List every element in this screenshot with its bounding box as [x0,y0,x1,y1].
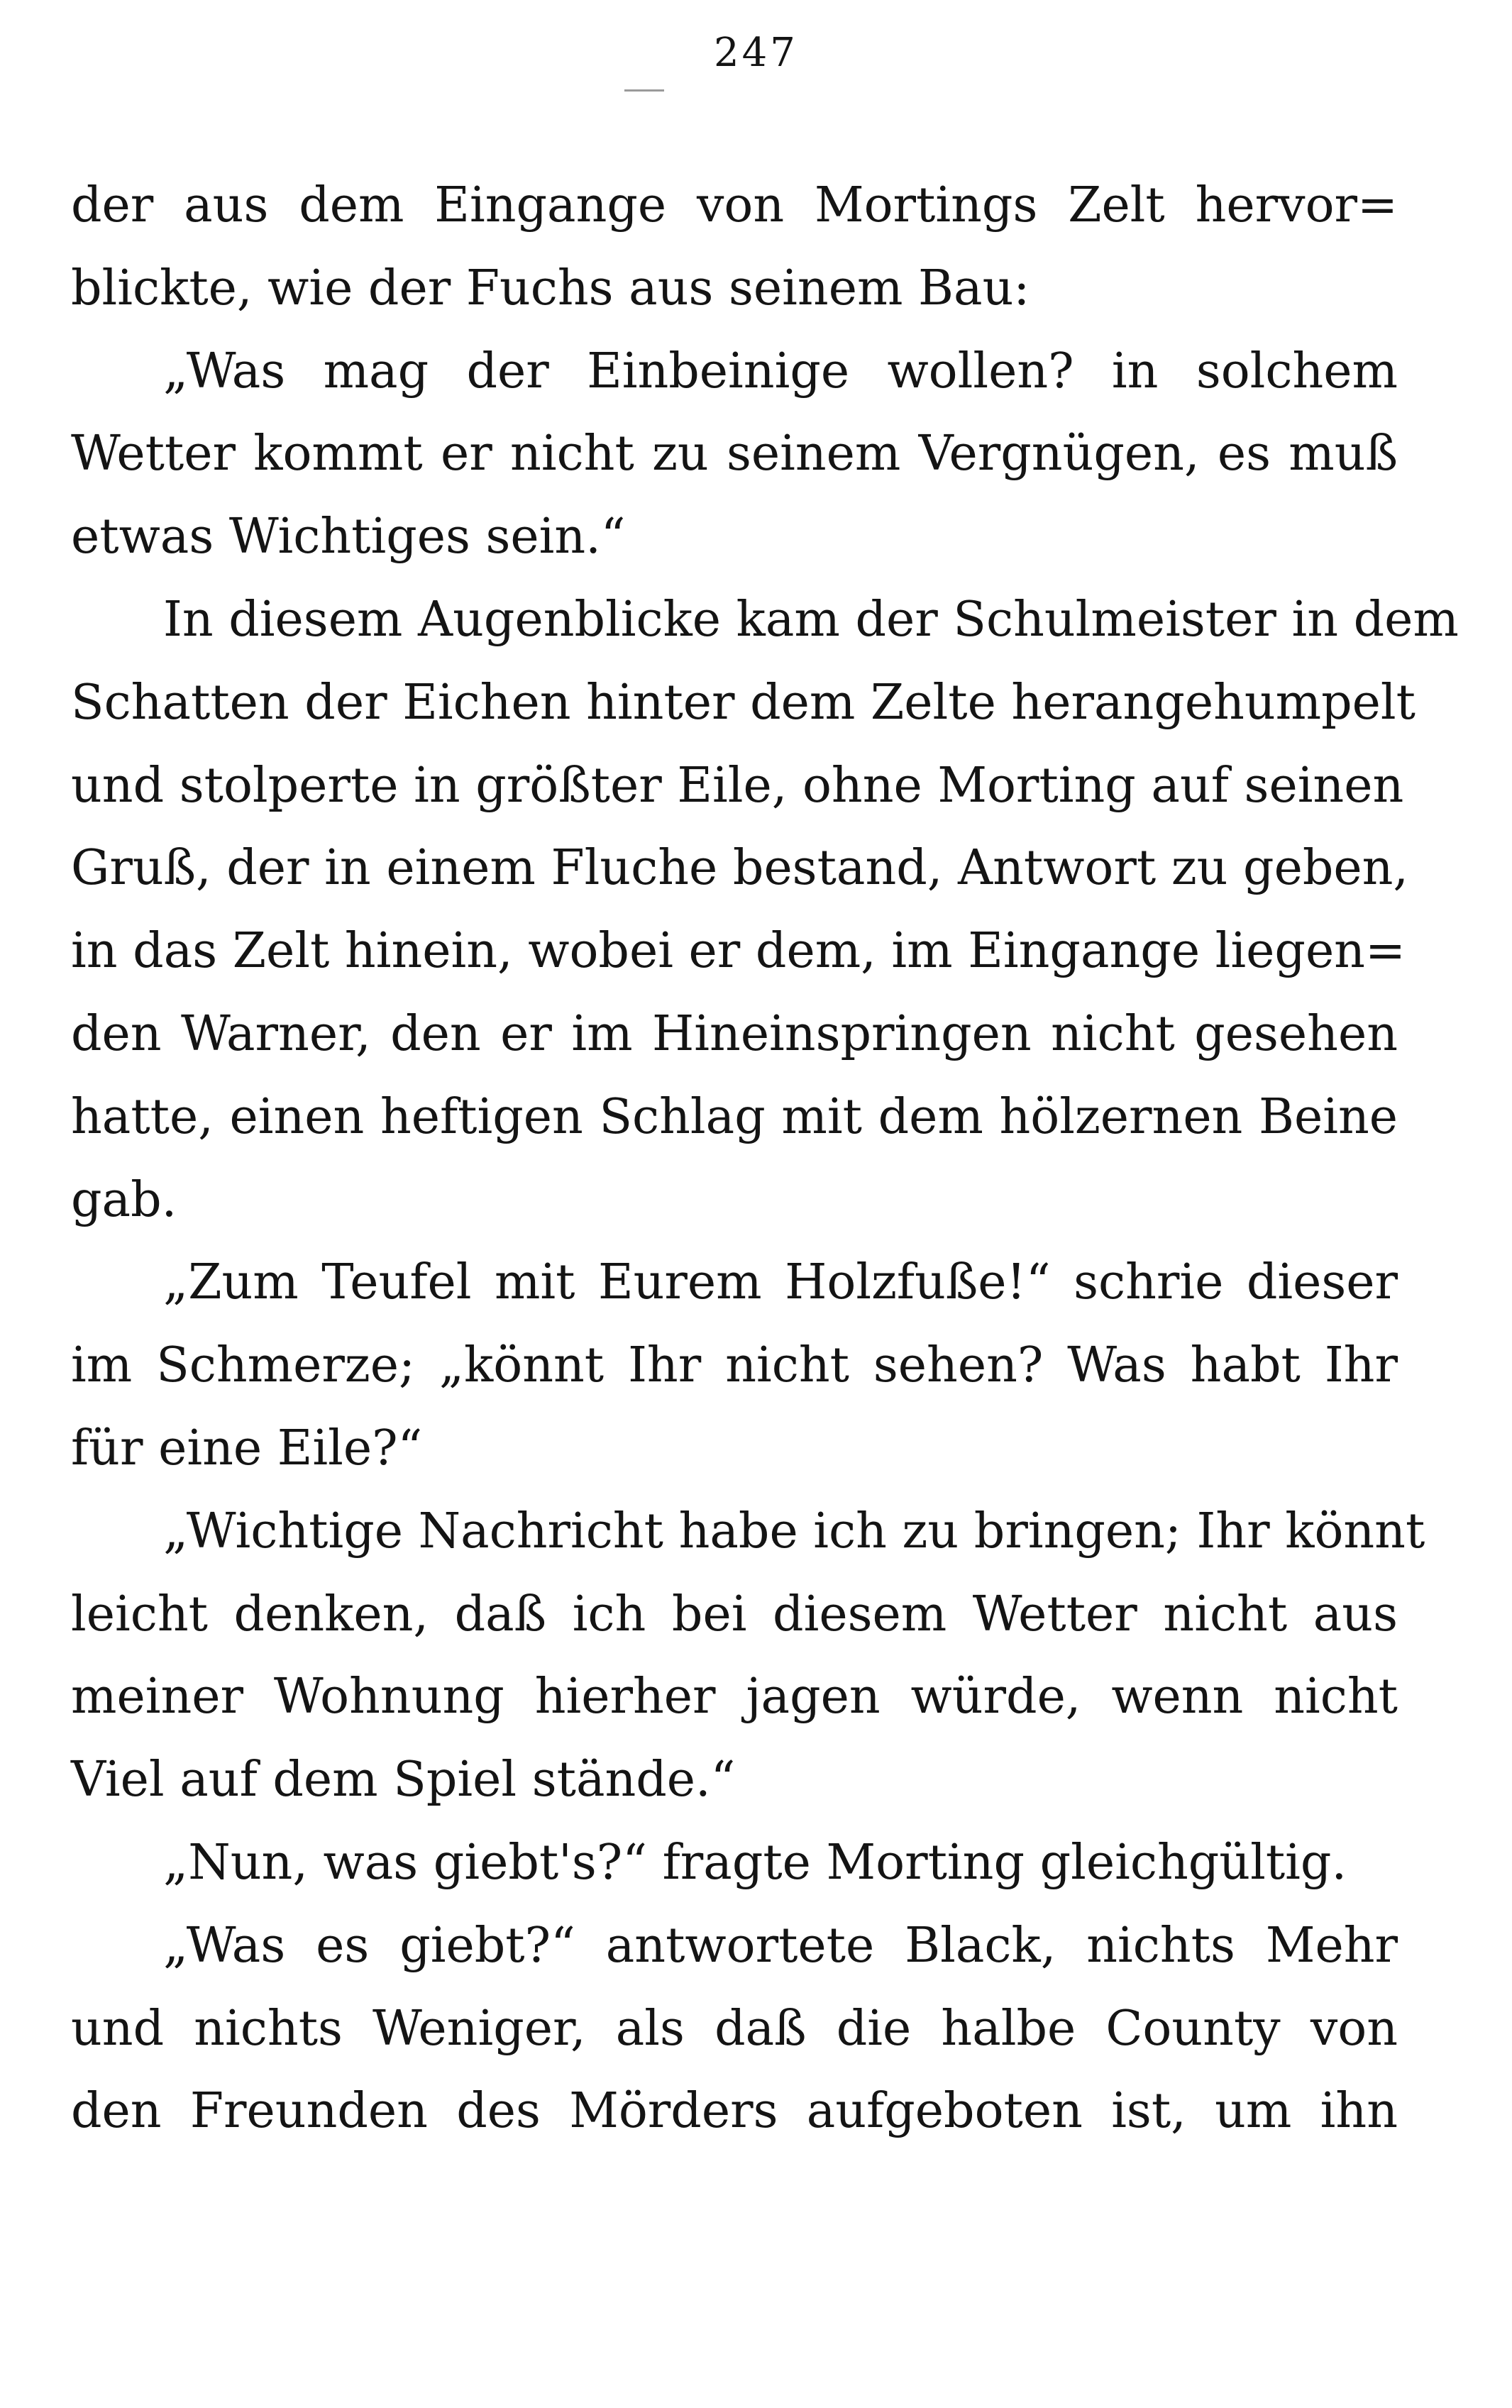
text-line: und stolperte in größter Eile, ohne Morting auf seinen [71,757,1404,814]
text-line: Gruß, der in einem Fluche bestand, Antwort zu geben, [71,840,1409,897]
text-line: im Schmerze; „könnt Ihr nicht sehen? Was habt Ihr [71,1337,1398,1394]
text-line: „Nun, was giebt's?“ fragte Morting gleichgültig. [163,1834,1347,1891]
text-line: hatte, einen heftigen Schlag mit dem hölzernen Beine [71,1088,1398,1145]
text-line: für eine Eile?“ [71,1420,423,1476]
text-line: Schatten der Eichen hinter dem Zelte herangehumpelt [71,674,1416,731]
text-line: der aus dem Eingange von Mortings Zelt hervor= [71,177,1398,233]
text-line: meiner Wohnung hierher jagen würde, wenn nicht [71,1669,1398,1725]
text-line: und nichts Weniger, als daß die halbe County von [71,2000,1398,2057]
text-line: „Was mag der Einbeinige wollen? in solchem [163,343,1398,399]
text-line: den Warner, den er im Hineinspringen nicht gesehen [71,1005,1398,1062]
text-line: gab. [71,1171,177,1228]
text-line: In diesem Augenblicke kam der Schulmeister in dem [163,591,1459,648]
text-line: etwas Wichtiges sein.“ [71,509,626,565]
text-line: in das Zelt hinein, wobei er dem, im Eingange liegen= [71,923,1406,980]
text-line: „Zum Teufel mit Eurem Holzfuße!“ schrie dieser [163,1254,1398,1311]
text-line: leicht denken, daß ich bei diesem Wetter nicht aus [71,1586,1398,1642]
text-line: „Wichtige Nachricht habe ich zu bringen; Ihr könnt [163,1503,1425,1559]
text-line: Viel auf dem Spiel stände.“ [71,1752,736,1808]
body-text [71,165,1459,2153]
text-line: blickte, wie der Fuchs aus seinem Bau: [71,260,1030,316]
text-line: „Was es giebt?“ antwortete Black, nichts Mehr [163,1917,1398,1974]
printer-mark [624,89,664,92]
text-line: Wetter kommt er nicht zu seinem Vergnügen, es muß [71,426,1398,482]
page-number: 247 [714,30,798,76]
text-line: den Freunden des Mörders aufgeboten ist, um ihn [71,2083,1398,2140]
